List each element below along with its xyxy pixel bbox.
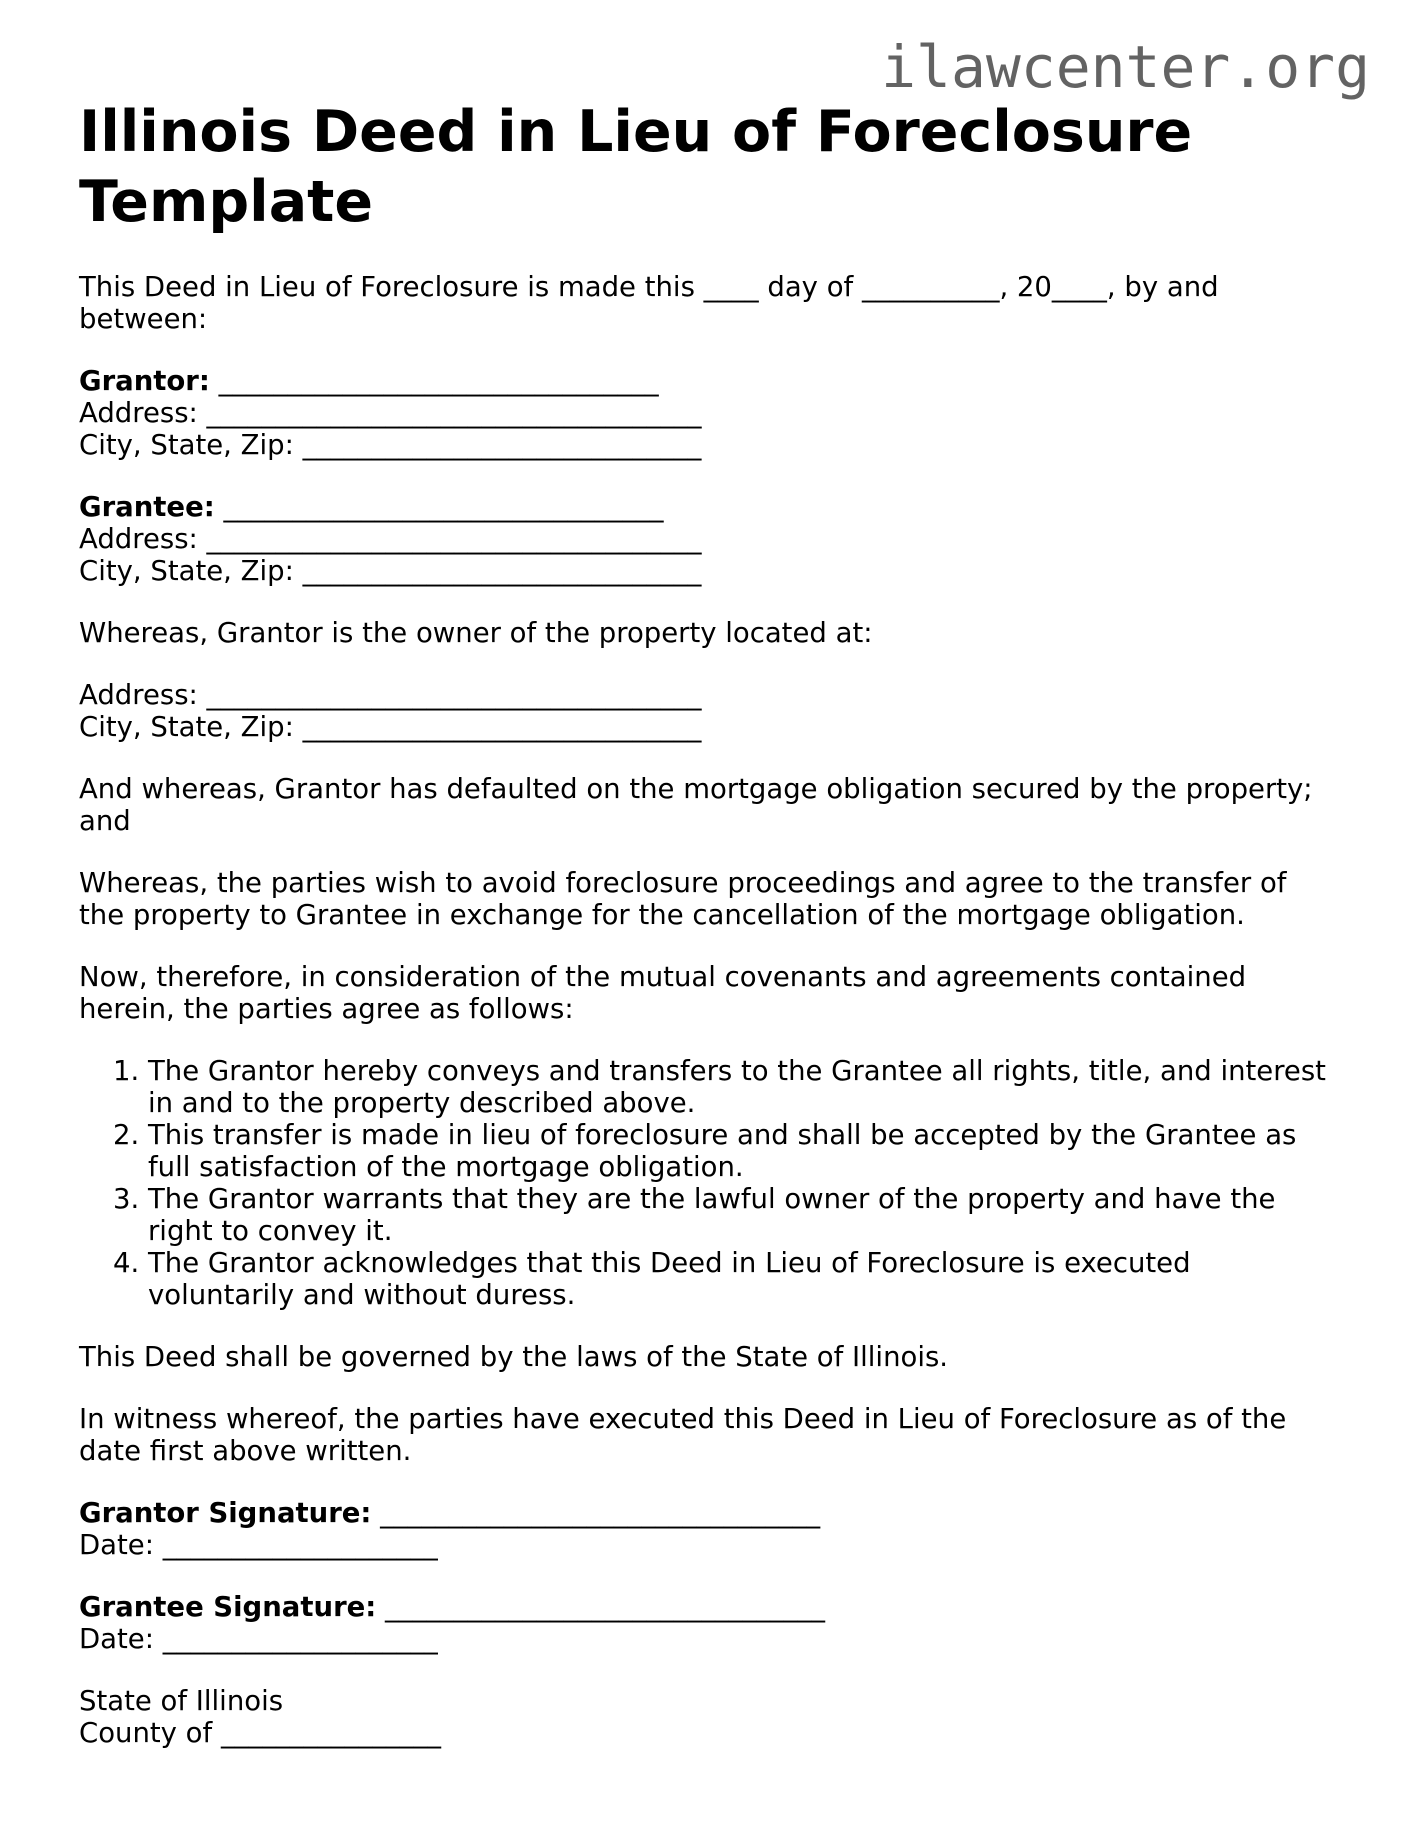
avoid-foreclosure-clause: Whereas, the parties wish to avoid foreclosure proceedings and agree to the transfer of the property to Grantee in exchange for the cancellation of the mortgage obligation. — [79, 867, 1287, 931]
grantor-signature-block — [79, 1497, 1332, 1561]
grantor-block — [79, 365, 1332, 461]
grantee-address-blank: ____________________________________ — [197, 523, 702, 555]
notary-county-label: County of — [79, 1717, 213, 1749]
notary-block — [79, 1685, 1332, 1749]
property-city-label: City, State, Zip: — [79, 711, 294, 743]
witness-clause: In witness whereof, the parties have executed this Deed in Lieu of Foreclosure as of the date first above written. — [79, 1403, 1287, 1467]
grantee-signature-label: Grantee Signature: — [79, 1591, 377, 1623]
property-address-label: Address: — [79, 679, 198, 711]
notary-state-line: State of Illinois — [79, 1685, 284, 1717]
grantee-signature-blank: ________________________________ — [376, 1591, 826, 1623]
grantee-city-label: City, State, Zip: — [79, 555, 294, 587]
grantee-address-label: Address: — [79, 523, 198, 555]
grantee-date-label: Date: — [79, 1623, 154, 1655]
property-address-block — [79, 679, 1332, 743]
grantee-signature-block — [79, 1591, 1332, 1655]
grantee-date-blank: ____________________ — [154, 1623, 438, 1655]
governing-law-clause: This Deed shall be governed by the laws of the State of Illinois. — [79, 1341, 949, 1373]
grantor-date-label: Date: — [79, 1529, 154, 1561]
agreement-list — [79, 1055, 1332, 1311]
grantor-signature-label: Grantor Signature: — [79, 1497, 372, 1529]
page-title: Illinois Deed in Lieu of Foreclosure Template — [79, 99, 1193, 235]
property-city-blank: _____________________________ — [293, 711, 702, 743]
grantor-date-blank: ____________________ — [154, 1529, 438, 1561]
agreement-item-3: 3. The Grantor warrants that they are the lawful owner of the property and have the right to convey it. — [148, 1183, 1332, 1247]
grantee-block — [79, 491, 1332, 587]
notary-county-blank: ________________ — [212, 1717, 441, 1749]
property-whereas-clause: Whereas, Grantor is the owner of the property located at: — [79, 617, 873, 649]
site-logo: ilawcenter.org — [881, 33, 1370, 101]
default-clause: And whereas, Grantor has defaulted on the mortgage obligation secured by the property; and — [79, 773, 1313, 837]
agreement-item-2: 2. This transfer is made in lieu of foreclosure and shall be accepted by the Grantee as full satisfaction of the mortgage obligation. — [148, 1119, 1332, 1183]
grantee-label: Grantee: — [79, 491, 215, 523]
consideration-clause: Now, therefore, in consideration of the mutual covenants and agreements contained herein, the parties agree as follows: — [79, 961, 1247, 1025]
grantor-address-label: Address: — [79, 397, 198, 429]
grantor-address-blank: ____________________________________ — [197, 397, 702, 429]
grantor-label: Grantor: — [79, 365, 210, 397]
grantee-city-blank: _____________________________ — [293, 555, 702, 587]
grantor-city-blank: _____________________________ — [293, 429, 702, 461]
grantee-name-blank: ________________________________ — [214, 491, 664, 523]
grantor-signature-blank: ________________________________ — [371, 1497, 821, 1529]
agreement-item-1: 1. The Grantor hereby conveys and transfers to the Grantee all rights, title, and interest in and to the property described above. — [148, 1055, 1332, 1119]
agreement-item-4: 4. The Grantor acknowledges that this Deed in Lieu of Foreclosure is executed voluntarily and without duress. — [148, 1247, 1332, 1311]
property-address-blank: ____________________________________ — [197, 679, 702, 711]
grantor-name-blank: ________________________________ — [209, 365, 659, 397]
intro-paragraph: This Deed in Lieu of Foreclosure is made this ____ day of __________, 20____, by and between: — [79, 271, 1219, 335]
grantor-city-label: City, State, Zip: — [79, 429, 294, 461]
